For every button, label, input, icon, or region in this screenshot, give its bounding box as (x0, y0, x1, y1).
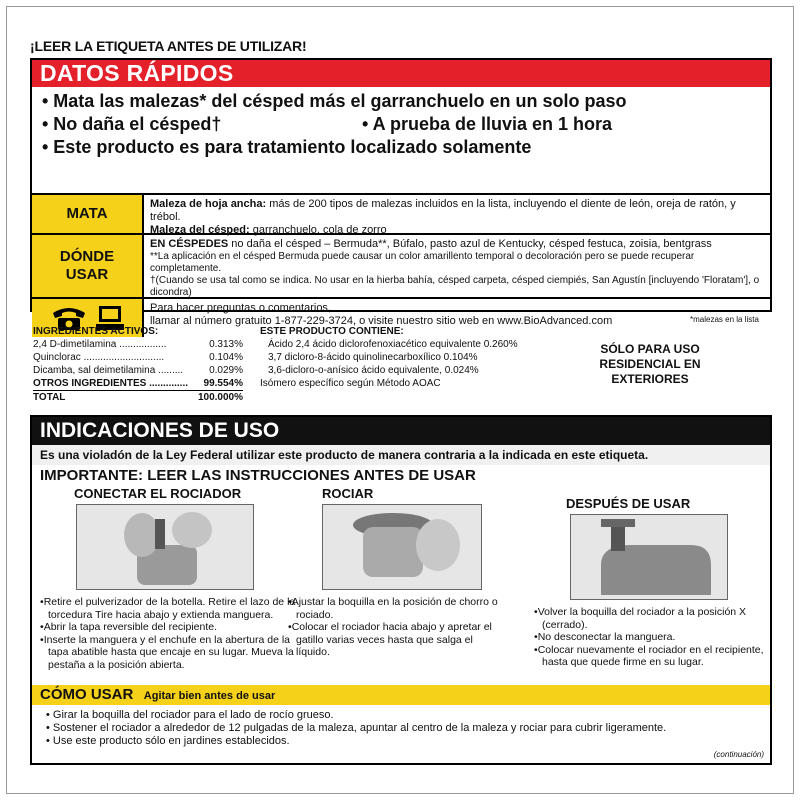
maleza-hoja-ancha-text: más de 200 tipos de malezas incluidos en la lista, incluyendo el diente de león, oreja de ratón, y trébol. (150, 198, 736, 223)
despues-illustration (570, 514, 728, 600)
contiene-line: Isómero específico según Método AOAC (260, 378, 441, 389)
mata-content (144, 195, 770, 236)
ingrediente-value: 0.029% (209, 365, 243, 376)
step-despues-title: DESPUÉS DE USAR (566, 496, 691, 511)
contiene-line: 3,6-dicloro-o-anísico ácido equivalente, 0.024% (268, 365, 479, 376)
donde-usar-label (32, 235, 144, 297)
conectar-list (40, 596, 310, 671)
despues-item: • Colocar nuevamente el rociador en el recipiente, hasta que quede firme en su lugar. (534, 644, 769, 669)
ingrediente-value: 0.313% (209, 339, 243, 350)
contiene-line: Ácido 2,4 ácido diclorofenoxiacético equivalente 0.260% (268, 339, 518, 350)
read-label-warning: ¡LEER LA ETIQUETA ANTES DE UTILIZAR! (30, 38, 307, 54)
conectar-item: • Retire el pulverizador de la botella. Retire el lazo de la torcedura Tire hacia abajo y extienda manguera. (40, 596, 310, 621)
step-rociar-title: ROCIAR (322, 486, 374, 501)
contact-line2: llamar al número gratuito 1-877-229-3724, o visite nuestro sitio web en www.BioAdvanced.com (150, 315, 613, 327)
row-donde-usar (32, 233, 770, 297)
donde-label-line1: DÓNDE (59, 248, 115, 265)
despues-item: • Volver la boquilla del rociador a la posición X (cerrado). (534, 606, 769, 631)
rociar-item: • Ajustar la boquilla en la posición de chorro o rociado. (288, 596, 508, 621)
dagger-note: †(Cuando se usa tal como se indica. No usar en la hierba bahía, césped carpeta, césped ciempiés, San Agustín [incluyendo 'Floratam'], o dicondra) (150, 275, 760, 298)
hand-sprayer-image (77, 505, 253, 589)
ingrediente-value: 100.000% (197, 392, 243, 403)
solo-uso-residencial: SÓLO PARA USO RESIDENCIAL EN EXTERIORES (599, 342, 701, 386)
como-item: • Girar la boquilla del rociador para el lado de rocío grueso. (46, 709, 666, 722)
maleza-cesped-label: Maleza del césped: (150, 224, 250, 236)
ingredientes-title: INGREDIENTES ACTIVOS: (33, 326, 159, 337)
importante-heading: IMPORTANTE: LEER LAS INSTRUCCIONES ANTES DE USAR (40, 467, 476, 484)
maleza-cesped-text: garranchuelo, cola de zorro (249, 224, 387, 236)
ingrediente-name: Dicamba, sal deimetilamina ......... (33, 365, 184, 376)
rociar-item: • Colocar el rociador hacia abajo y apretar el gatillo varias veces hasta que salga el líquido. (288, 621, 508, 659)
indicaciones-panel (30, 415, 772, 765)
spray-nozzle-image (323, 505, 481, 589)
conectar-illustration (76, 504, 254, 590)
maleza-hoja-ancha-label: Maleza de hoja ancha: (150, 198, 267, 210)
ingrediente-value: 0.104% (209, 352, 243, 363)
bullet-lluvia: • A prueba de lluvia en 1 hora (362, 114, 613, 134)
donde-label-line2: USAR (65, 266, 109, 283)
jug-sprayer-image (571, 515, 727, 599)
mata-label: MATA (32, 195, 144, 233)
bullet-no-dana: • No daña el césped† (42, 114, 222, 134)
indicaciones-title: INDICACIONES DE USO (32, 417, 770, 445)
ingrediente-row (33, 377, 243, 390)
en-cespedes-label: EN CÉSPEDES (150, 238, 229, 250)
agitar-note: Agitar bien antes de usar (143, 690, 276, 702)
row-mata (32, 193, 770, 236)
bermuda-note: **La aplicación en el césped Bermuda puede causar un color amarillento temporal o decoloración pero se puede recuperar completamente. (150, 251, 695, 274)
contiene-title: ESTE PRODUCTO CONTIENE: (260, 326, 404, 337)
bullet-localizado: • Este producto es para tratamiento localizado solamente (42, 137, 532, 157)
conectar-item: • Abrir la tapa reversible del recipiente. (40, 621, 310, 634)
ingrediente-value: 99.554% (203, 378, 243, 389)
conectar-item: • Inserte la manguera y el enchufe en la abertura de la tapa abatible hasta que encaje en su lugar. Mueva la pestaña a la posición abierta. (40, 634, 310, 672)
ingrediente-row (33, 338, 243, 351)
producto-contiene (260, 325, 560, 390)
malezas-note: *malezas en la lista (690, 315, 759, 324)
rociar-list (288, 596, 508, 659)
como-usar-title: CÓMO USAR (40, 686, 134, 703)
despues-list (534, 606, 769, 669)
continuacion-note: (continuación) (713, 750, 764, 759)
como-item: • Sostener el rociador a alrededor de 12 pulgadas de la maleza, apuntar al centro de la maleza y rociar para cubrir ligeramente. (46, 722, 666, 735)
steps-area (32, 486, 770, 696)
ingrediente-name: 2,4 D-dimetilamina ................. (33, 339, 167, 350)
como-item: • Use este producto sólo en jardines establecidos. (46, 735, 666, 748)
ingredientes-activos (33, 325, 243, 404)
ingrediente-row (33, 364, 243, 377)
donde-content (144, 235, 770, 297)
bullet-mata: • Mata las malezas* del césped más el garranchuelo en un solo paso (42, 91, 627, 111)
como-usar-list (46, 709, 666, 748)
rociar-illustration (322, 504, 482, 590)
ingrediente-name: OTROS INGREDIENTES .............. (33, 378, 189, 389)
ingrediente-row (33, 351, 243, 364)
despues-item: • No desconectar la manguera. (534, 631, 769, 644)
datos-rapidos-title: DATOS RÁPIDOS (32, 60, 770, 87)
contiene-line: 3,7 dicloro-8-ácido quinolinecarboxílico 0.104% (268, 352, 478, 363)
ingrediente-name: Quinclorac ............................. (33, 352, 165, 363)
ingrediente-name: TOTAL (33, 392, 66, 403)
como-usar-bar (32, 685, 770, 705)
step-conectar-title: CONECTAR EL ROCIADOR (74, 486, 242, 501)
datos-bullets (32, 87, 770, 193)
ingrediente-total-row (33, 390, 243, 404)
contact-line1: Para hacer preguntas o comentarios, (150, 302, 331, 314)
ley-federal-warning: Es una violadón de la Ley Federal utilizar este producto de manera contraria a la indicada en este etiqueta. (32, 445, 770, 465)
en-cespedes-text: no daña el césped – Bermuda**, Búfalo, pasto azul de Kentucky, césped festuca, zoisia, bentgrass (228, 238, 712, 250)
